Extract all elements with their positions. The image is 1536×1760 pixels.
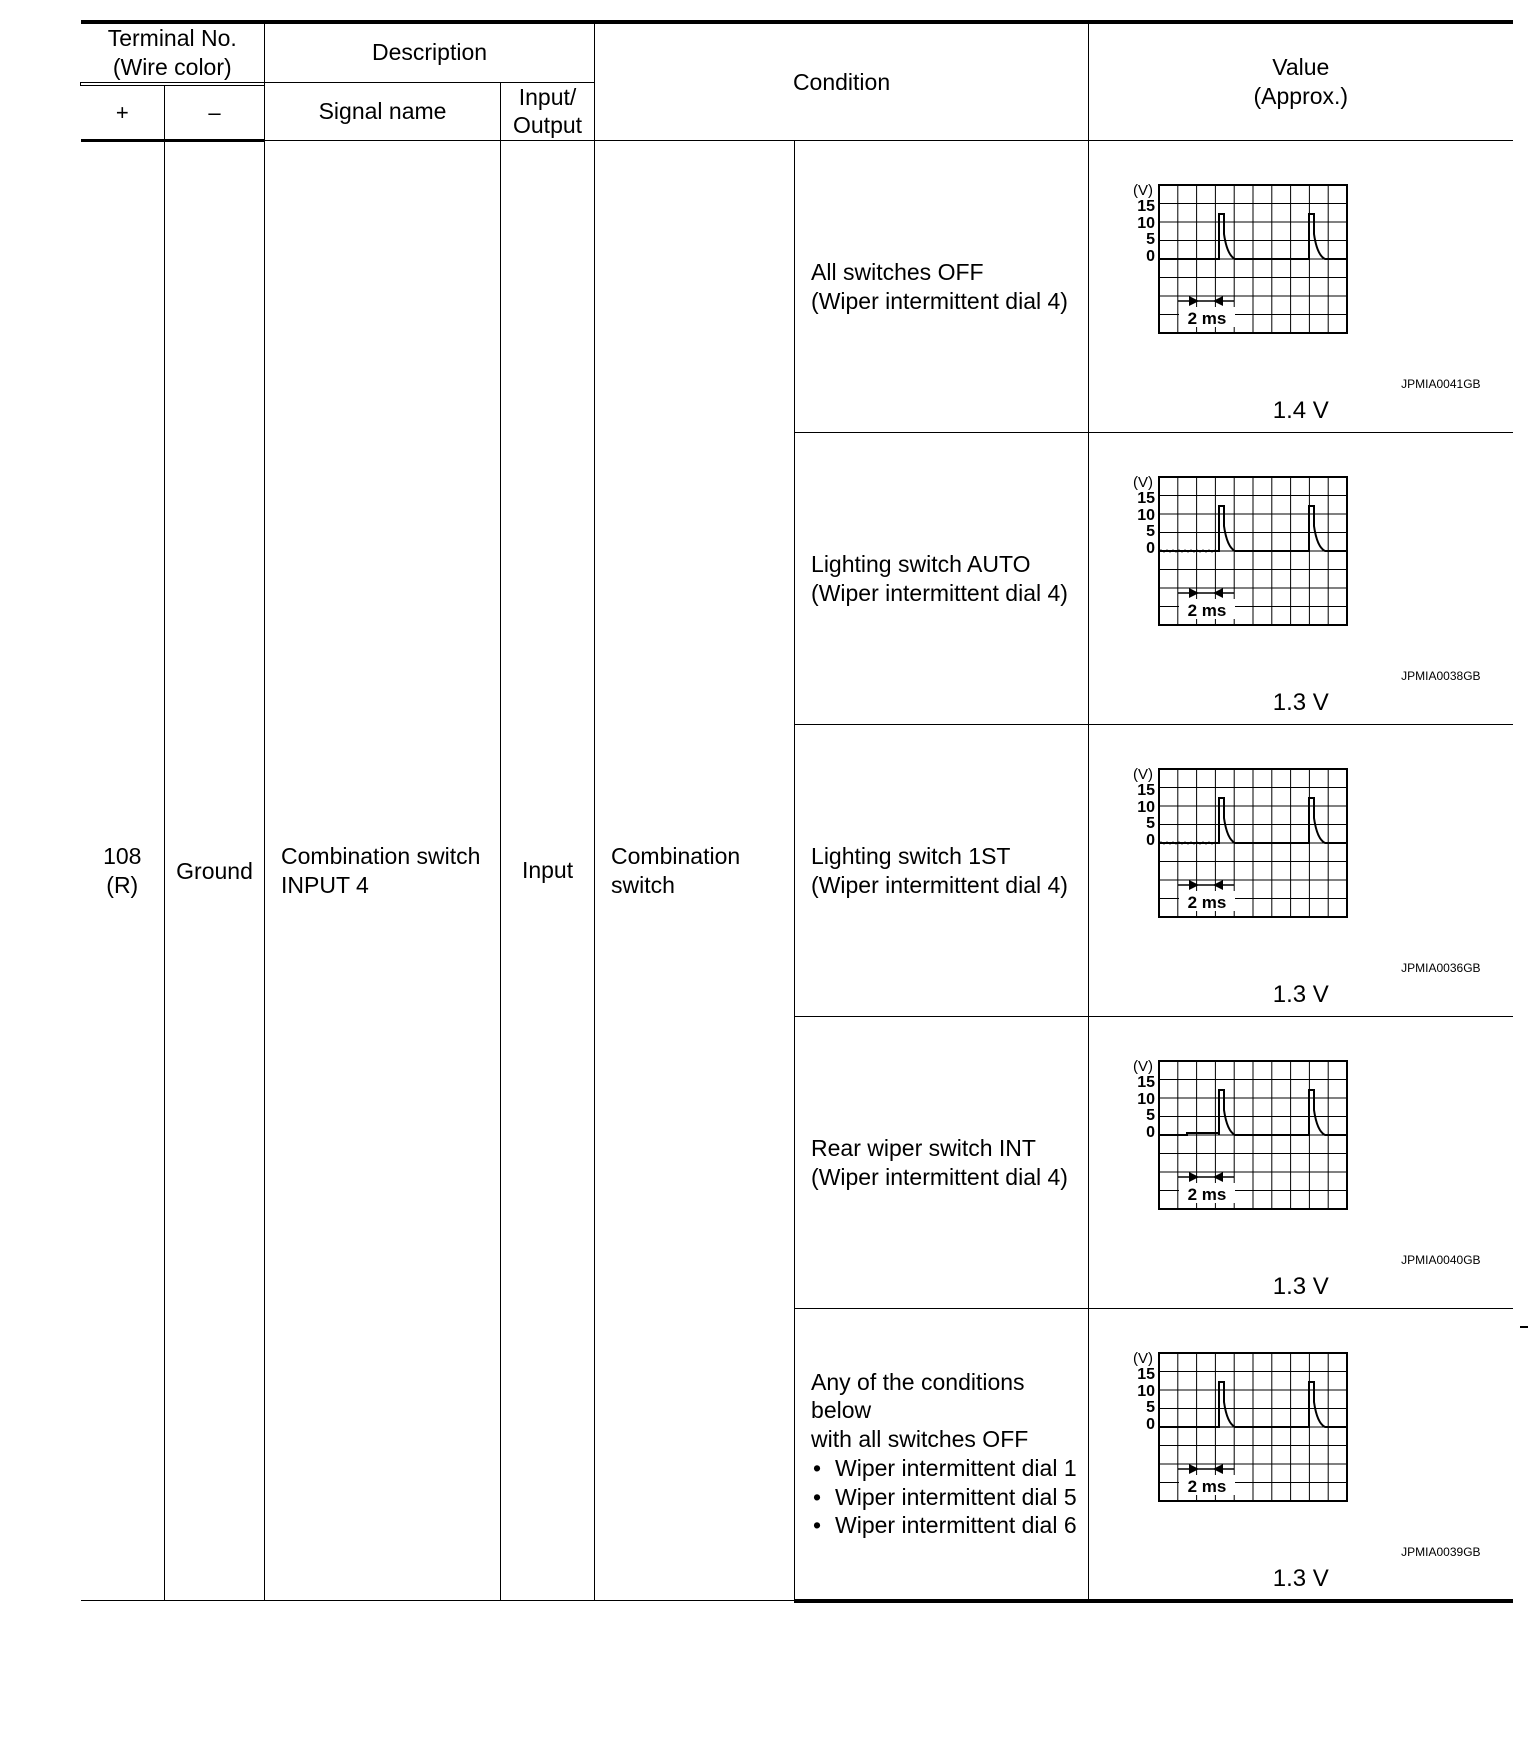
value-5: 1.3 V [1272, 1565, 1329, 1592]
condition-group-line-2: switch [611, 871, 675, 898]
scope-tick-label: 0 [1146, 1416, 1156, 1433]
condition-cell-3 [795, 725, 1089, 1017]
terminal-spec-table [80, 20, 1513, 1603]
condition-5-bullet: • Wiper intermittent dial 6 [811, 1511, 1082, 1540]
scope-time-label: 2 ms [1187, 309, 1227, 328]
scope-unit-label: (V) [1133, 182, 1154, 199]
scope-tick-label: 10 [1137, 799, 1156, 816]
value-cell-5 [1089, 1309, 1513, 1601]
condition-2-line-1: Lighting switch AUTO [811, 550, 1031, 577]
io-cell: Input [501, 141, 595, 1601]
waveform-scope-1 [1129, 181, 1369, 341]
input-output-label-2: Output [513, 112, 583, 139]
value-3: 1.3 V [1272, 981, 1329, 1008]
value-cell-1 [1089, 141, 1513, 433]
value-cell-4 [1089, 1017, 1513, 1309]
scope-tick-label: 0 [1146, 1124, 1156, 1141]
waveform-scope-2 [1129, 473, 1369, 633]
waveform-scope-4 [1129, 1057, 1369, 1217]
scope-tick-label: 15 [1137, 198, 1156, 215]
scope-tick-label: 0 [1146, 540, 1156, 557]
approx-label: (Approx.) [1253, 83, 1349, 109]
condition-1-line-1: All switches OFF [811, 258, 984, 285]
scope-tick-label: 15 [1137, 782, 1156, 799]
scope-tick-label: 15 [1137, 1366, 1156, 1383]
condition-group-line-1: Combination [611, 842, 741, 869]
scope-tick-label: 5 [1146, 1399, 1156, 1416]
condition-5-bullets [811, 1454, 1082, 1540]
value-cell-3 [1089, 725, 1513, 1017]
plus-header: + [81, 86, 165, 141]
page-edge-mark [1520, 1326, 1528, 1328]
scope-unit-label: (V) [1133, 766, 1154, 783]
input-output-header [501, 82, 595, 141]
condition-2-line-2: (Wiper intermittent dial 4) [811, 579, 1068, 606]
value-cell-2 [1089, 433, 1513, 725]
input-output-label-1: Input/ [518, 83, 577, 110]
condition-cell-4 [795, 1017, 1089, 1309]
scope-tick-label: 5 [1146, 815, 1156, 832]
terminal-no-header [81, 22, 265, 82]
terminal-wire-color: (R) [106, 872, 139, 898]
condition-5-line-1: Any of the conditions below [811, 1368, 1025, 1424]
condition-3-line-1: Lighting switch 1ST [811, 842, 1011, 869]
signal-name-line-1: Combination switch [281, 842, 481, 869]
minus-header: – [165, 86, 265, 141]
terminal-no-label: Terminal No. [107, 25, 237, 51]
figure-id-4: JPMIA0040GB [1401, 1253, 1481, 1267]
wire-color-label: (Wire color) [112, 53, 232, 80]
signal-name-line-2: INPUT 4 [281, 871, 369, 898]
scope-unit-label: (V) [1133, 474, 1154, 491]
figure-id-1: JPMIA0041GB [1401, 377, 1481, 391]
value-2: 1.3 V [1272, 689, 1329, 716]
condition-5-bullet: • Wiper intermittent dial 5 [811, 1483, 1082, 1512]
signal-name-cell [265, 141, 501, 1601]
condition-5-line-2: with all switches OFF [811, 1426, 1029, 1452]
ground-cell: Ground [165, 141, 265, 1601]
condition-group-cell [595, 141, 795, 1601]
condition-header: Condition [595, 22, 1089, 141]
scope-unit-label: (V) [1133, 1058, 1154, 1075]
scope-time-label: 2 ms [1187, 1477, 1227, 1496]
scope-tick-label: 15 [1137, 490, 1156, 507]
scope-time-label: 2 ms [1187, 893, 1227, 912]
scope-tick-label: 10 [1137, 1383, 1156, 1400]
scope-time-label: 2 ms [1187, 601, 1227, 620]
terminal-number: 108 [103, 843, 142, 870]
condition-1-line-2: (Wiper intermittent dial 4) [811, 287, 1068, 314]
scope-time-label: 2 ms [1187, 1185, 1227, 1204]
scope-tick-label: 5 [1146, 1107, 1156, 1124]
condition-cell-5 [795, 1309, 1089, 1601]
scope-tick-label: 5 [1146, 231, 1156, 248]
waveform-scope-3 [1129, 765, 1369, 925]
value-header [1089, 22, 1513, 141]
condition-3-line-2: (Wiper intermittent dial 4) [811, 871, 1068, 898]
condition-4-line-1: Rear wiper switch INT [811, 1134, 1036, 1161]
scope-tick-label: 0 [1146, 832, 1156, 849]
condition-cell-2 [795, 433, 1089, 725]
description-header: Description [265, 22, 595, 82]
signal-name-header: Signal name [265, 82, 501, 141]
waveform-scope-5 [1129, 1349, 1369, 1509]
scope-unit-label: (V) [1133, 1350, 1154, 1367]
value-4: 1.3 V [1272, 1273, 1329, 1300]
figure-id-2: JPMIA0038GB [1401, 669, 1481, 683]
scope-tick-label: 10 [1137, 507, 1156, 524]
terminal-cell [81, 141, 165, 1601]
scope-tick-label: 15 [1137, 1074, 1156, 1091]
scope-tick-label: 10 [1137, 1091, 1156, 1108]
scope-tick-label: 5 [1146, 523, 1156, 540]
condition-cell-1 [795, 141, 1089, 433]
scope-tick-label: 10 [1137, 215, 1156, 232]
condition-4-line-2: (Wiper intermittent dial 4) [811, 1163, 1068, 1190]
value-label: Value [1272, 54, 1330, 81]
figure-id-3: JPMIA0036GB [1401, 961, 1481, 975]
figure-id-5: JPMIA0039GB [1401, 1545, 1481, 1559]
condition-5-bullet: • Wiper intermittent dial 1 [811, 1454, 1082, 1483]
scope-tick-label: 0 [1146, 248, 1156, 265]
value-1: 1.4 V [1272, 397, 1329, 424]
